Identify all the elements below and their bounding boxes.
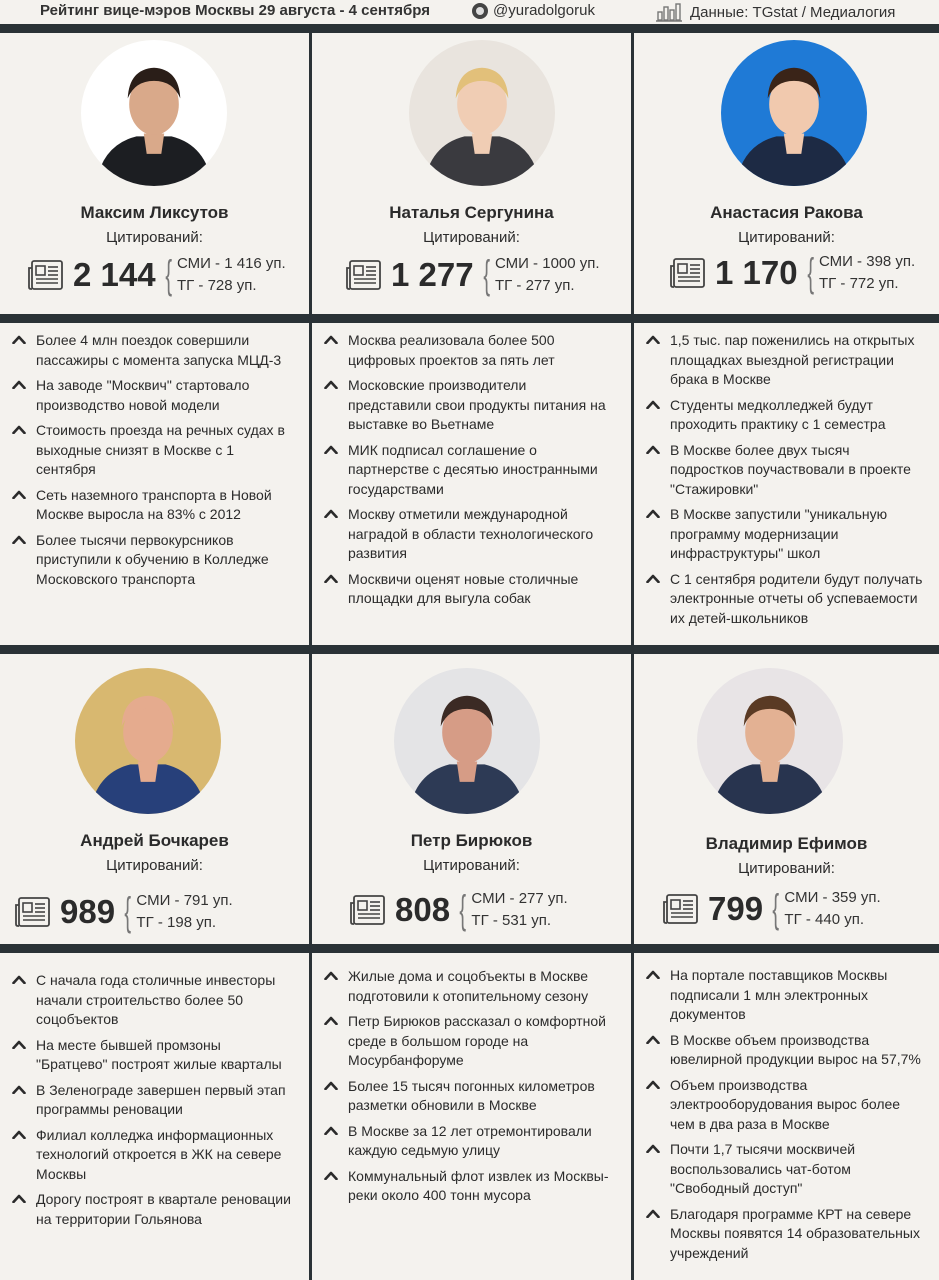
brace-icon: { xyxy=(124,890,132,934)
news-item[interactable] xyxy=(6,421,291,480)
news-item[interactable] xyxy=(318,1122,610,1161)
telegram-citations: ТГ - 728 уп. xyxy=(176,277,257,294)
news-item[interactable] xyxy=(640,396,925,435)
media-citations: СМИ - 1 416 уп. xyxy=(176,255,286,272)
news-item[interactable] xyxy=(6,1036,291,1075)
brace-icon: { xyxy=(772,887,780,931)
citations-label: Цитирований: xyxy=(423,229,520,246)
news-text: Московские производители представили свои продукты питания на выставке во Вьетнаме xyxy=(348,377,606,432)
news-text: Дорогу построят в квартале реновации на территории Гольянова xyxy=(36,1191,291,1227)
news-text: Более 15 тысяч погонных километров разметки обновили в Москве xyxy=(348,1077,595,1113)
telegram-citations: ТГ - 277 уп. xyxy=(494,277,575,294)
channel-handle-text: @yuradolgoruk xyxy=(493,2,595,19)
news-text: Сеть наземного транспорта в Новой Москве выросла на 83% с 2012 xyxy=(36,486,272,522)
news-item[interactable] xyxy=(6,1126,291,1185)
media-citations: СМИ - 359 уп. xyxy=(784,889,881,906)
citations-total: 1 170 xyxy=(715,254,798,291)
media-citations: СМИ - 398 уп. xyxy=(818,253,916,270)
channel-handle[interactable] xyxy=(472,2,595,19)
telegram-citations: ТГ - 440 уп. xyxy=(784,911,865,928)
citation-stats xyxy=(14,890,233,934)
divider-row2 xyxy=(0,645,939,654)
news-text: Более 4 млн поездок совершили пассажиры с момента запуска МЦД-3 xyxy=(36,332,282,368)
person-name: Анастасия Ракова xyxy=(710,203,863,222)
divider-row1-news xyxy=(0,314,939,323)
news-text: С начала года столичные инвесторы начали строительство более 50 соцобъектов xyxy=(36,972,276,1027)
news-item[interactable] xyxy=(6,331,291,370)
news-item[interactable] xyxy=(318,376,610,435)
telegram-icon xyxy=(472,3,488,19)
page-header xyxy=(0,0,939,24)
brace-icon: { xyxy=(806,251,814,295)
chevron-up-icon xyxy=(324,971,338,980)
citations-label: Цитирований: xyxy=(738,229,835,246)
chevron-up-icon xyxy=(646,574,660,583)
chevron-up-icon xyxy=(12,335,26,344)
news-text: В Москве более двух тысяч подростков поучаствовали в проекте "Стажировки" xyxy=(670,441,911,497)
news-text: Филиал колледжа информационных технологий откроется в ЖК на севере Москвы xyxy=(36,1126,282,1182)
chevron-up-icon xyxy=(324,380,338,389)
citations-breakdown xyxy=(136,890,232,934)
news-item[interactable] xyxy=(6,971,291,1030)
media-citations: СМИ - 1000 уп. xyxy=(494,255,600,272)
avatar xyxy=(81,40,227,186)
news-text: Коммунальный флот извлек из Москвы-реки около 400 тонн мусора xyxy=(348,1167,609,1203)
news-list xyxy=(640,966,925,1269)
news-item[interactable] xyxy=(6,1081,291,1120)
citations-total: 808 xyxy=(395,891,451,928)
chevron-up-icon xyxy=(646,509,660,518)
news-item[interactable] xyxy=(6,376,291,415)
chevron-up-icon xyxy=(12,975,26,984)
newspaper-icon xyxy=(349,891,387,929)
news-text: С 1 сентября родители будут получать электронные отчеты об успеваемости их детей-школьников xyxy=(670,570,923,626)
chevron-up-icon xyxy=(324,1171,338,1180)
news-item[interactable] xyxy=(640,505,925,564)
news-text: На заводе "Москвич" стартовало производство новой модели xyxy=(36,377,250,413)
citations-total: 989 xyxy=(60,893,116,930)
citations-label: Цитирований: xyxy=(106,229,203,246)
avatar xyxy=(721,40,867,186)
brace-icon: { xyxy=(459,888,467,932)
chevron-up-icon xyxy=(12,490,26,499)
citations-breakdown xyxy=(784,887,880,931)
newspaper-icon xyxy=(14,893,52,931)
news-item[interactable] xyxy=(318,505,610,564)
news-text: Студенты медколледжей будут проходить практику с 1 семестра xyxy=(670,396,886,432)
news-item[interactable] xyxy=(640,1031,925,1070)
newspaper-icon xyxy=(662,890,700,928)
chevron-up-icon xyxy=(646,445,660,454)
news-text: В Зеленограде завершен первый этап программы реновации xyxy=(36,1081,286,1117)
media-citations: СМИ - 277 уп. xyxy=(471,890,568,907)
news-list xyxy=(318,331,610,615)
chevron-up-icon xyxy=(12,380,26,389)
citations-breakdown xyxy=(177,253,286,297)
chevron-up-icon xyxy=(12,1194,26,1203)
news-item[interactable] xyxy=(318,1167,610,1206)
citations-total: 2 144 xyxy=(73,256,156,293)
news-item[interactable] xyxy=(318,570,610,609)
chevron-up-icon xyxy=(324,1081,338,1090)
news-text: 1,5 тыс. пар поженились на открытых площадках выездной регистрации брака в Москве xyxy=(670,332,915,387)
chevron-up-icon xyxy=(324,574,338,583)
news-text: МИК подписал соглашение о партнерстве с десятью иностранными государствами xyxy=(348,441,598,497)
telegram-citations: ТГ - 531 уп. xyxy=(471,912,552,929)
citation-stats xyxy=(27,253,286,297)
telegram-citations: ТГ - 772 уп. xyxy=(818,275,899,292)
news-item[interactable] xyxy=(640,331,925,390)
avatar xyxy=(75,668,221,814)
data-source xyxy=(656,2,895,22)
portrait-image xyxy=(81,40,227,186)
citations-breakdown xyxy=(471,888,567,932)
citations-label: Цитирований: xyxy=(106,857,203,874)
citation-stats xyxy=(669,251,915,295)
chevron-up-icon xyxy=(12,1130,26,1139)
chevron-up-icon xyxy=(12,1085,26,1094)
divider-top xyxy=(0,24,939,33)
chevron-up-icon xyxy=(646,1144,660,1153)
chevron-up-icon xyxy=(324,1126,338,1135)
person-name: Наталья Сергунина xyxy=(389,203,554,222)
news-item[interactable] xyxy=(640,1140,925,1199)
news-text: Почти 1,7 тысячи москвичей воспользовались чат-ботом "Свободный доступ" xyxy=(670,1141,856,1196)
citations-breakdown xyxy=(495,253,600,297)
news-text: Благодаря программе КРТ на севере Москвы появятся 14 образовательных учреждений xyxy=(670,1205,920,1261)
portrait-image xyxy=(409,40,555,186)
chevron-up-icon xyxy=(646,1209,660,1218)
portrait-image xyxy=(721,40,867,186)
chevron-up-icon xyxy=(646,1035,660,1044)
chevron-up-icon xyxy=(12,425,26,434)
citations-breakdown xyxy=(819,251,915,295)
news-text: Петр Бирюков рассказал о комфортной среде в большом городе на Мосурбанфоруме xyxy=(348,1013,606,1068)
news-item[interactable] xyxy=(318,331,610,370)
person-name: Петр Бирюков xyxy=(410,831,533,850)
news-text: Жилые дома и соцобъекты в Москве подготовили к отопительному сезону xyxy=(348,968,589,1004)
news-text: В Москве запустили "уникальную программу модернизации инфраструктуры" школ xyxy=(670,506,888,561)
portrait-image xyxy=(394,668,540,814)
news-list xyxy=(640,331,925,634)
newspaper-icon xyxy=(27,256,65,294)
telegram-citations: ТГ - 198 уп. xyxy=(136,914,217,931)
newspaper-icon xyxy=(669,254,707,292)
news-item[interactable] xyxy=(640,441,925,500)
person-name: Владимир Ефимов xyxy=(705,834,868,853)
chevron-up-icon xyxy=(646,400,660,409)
chevron-up-icon xyxy=(12,535,26,544)
news-list xyxy=(318,967,610,1212)
news-list xyxy=(6,331,291,595)
news-text: На месте бывшей промзоны "Братцево" построят жилые кварталы xyxy=(36,1036,282,1072)
avatar xyxy=(394,668,540,814)
avatar xyxy=(409,40,555,186)
portrait-image xyxy=(697,668,843,814)
news-text: Более тысячи первокурсников приступили к обучению в Колледже Московского транспорта xyxy=(36,531,269,587)
news-item[interactable] xyxy=(318,1012,610,1071)
news-text: Объем производства электрооборудования вырос более чем в два раза в Москве xyxy=(670,1076,901,1132)
citations-total: 799 xyxy=(708,890,764,927)
news-item[interactable] xyxy=(640,570,925,629)
person-name: Андрей Бочкарев xyxy=(80,831,229,850)
chevron-up-icon xyxy=(646,1080,660,1089)
news-text: В Москве объем производства ювелирной продукции вырос на 57,7% xyxy=(670,1031,921,1067)
chevron-up-icon xyxy=(324,445,338,454)
citations-label: Цитирований: xyxy=(423,857,520,874)
news-text: Москву отметили международной наградой в области технологического развития xyxy=(348,506,594,561)
page-title: Рейтинг вице-мэров Москвы 29 августа - 4 сентября xyxy=(40,2,430,19)
news-text: Стоимость проезда на речных судах в выходные снизят в Москве с 1 сентября xyxy=(36,422,285,477)
portrait-image xyxy=(75,668,221,814)
chevron-up-icon xyxy=(646,335,660,344)
citations-label: Цитирований: xyxy=(738,860,835,877)
chevron-up-icon xyxy=(324,1016,338,1025)
chevron-up-icon xyxy=(324,509,338,518)
bar-chart-icon xyxy=(656,2,682,22)
person-name: Максим Ликсутов xyxy=(80,203,229,222)
chevron-up-icon xyxy=(646,970,660,979)
news-item[interactable] xyxy=(318,1077,610,1116)
news-item[interactable] xyxy=(6,1190,291,1229)
media-citations: СМИ - 791 уп. xyxy=(136,892,233,909)
news-item[interactable] xyxy=(640,1076,925,1135)
news-text: В Москве за 12 лет отремонтировали каждую седьмую улицу xyxy=(348,1122,592,1158)
news-item[interactable] xyxy=(6,531,291,590)
brace-icon: { xyxy=(482,253,490,297)
citations-total: 1 277 xyxy=(391,256,474,293)
newspaper-icon xyxy=(345,256,383,294)
news-item[interactable] xyxy=(318,967,610,1006)
news-item[interactable] xyxy=(6,486,291,525)
citation-stats xyxy=(349,888,568,932)
chevron-up-icon xyxy=(324,335,338,344)
brace-icon: { xyxy=(164,253,172,297)
citation-stats xyxy=(662,887,881,931)
news-list xyxy=(6,971,291,1235)
citation-stats xyxy=(345,253,600,297)
chevron-up-icon xyxy=(12,1040,26,1049)
news-text: На портале поставщиков Москвы подписали 1 млн электронных документов xyxy=(670,967,888,1022)
divider-row2-news xyxy=(0,944,939,953)
news-item[interactable] xyxy=(318,441,610,500)
avatar xyxy=(697,668,843,814)
news-item[interactable] xyxy=(640,1205,925,1264)
data-source-text: Данные: TGstat / Медиалогия xyxy=(690,3,896,21)
news-item[interactable] xyxy=(640,966,925,1025)
news-text: Москвичи оценят новые столичные площадки для выгула собак xyxy=(348,570,579,606)
news-text: Москва реализовала более 500 цифровых проектов за пять лет xyxy=(348,332,555,368)
